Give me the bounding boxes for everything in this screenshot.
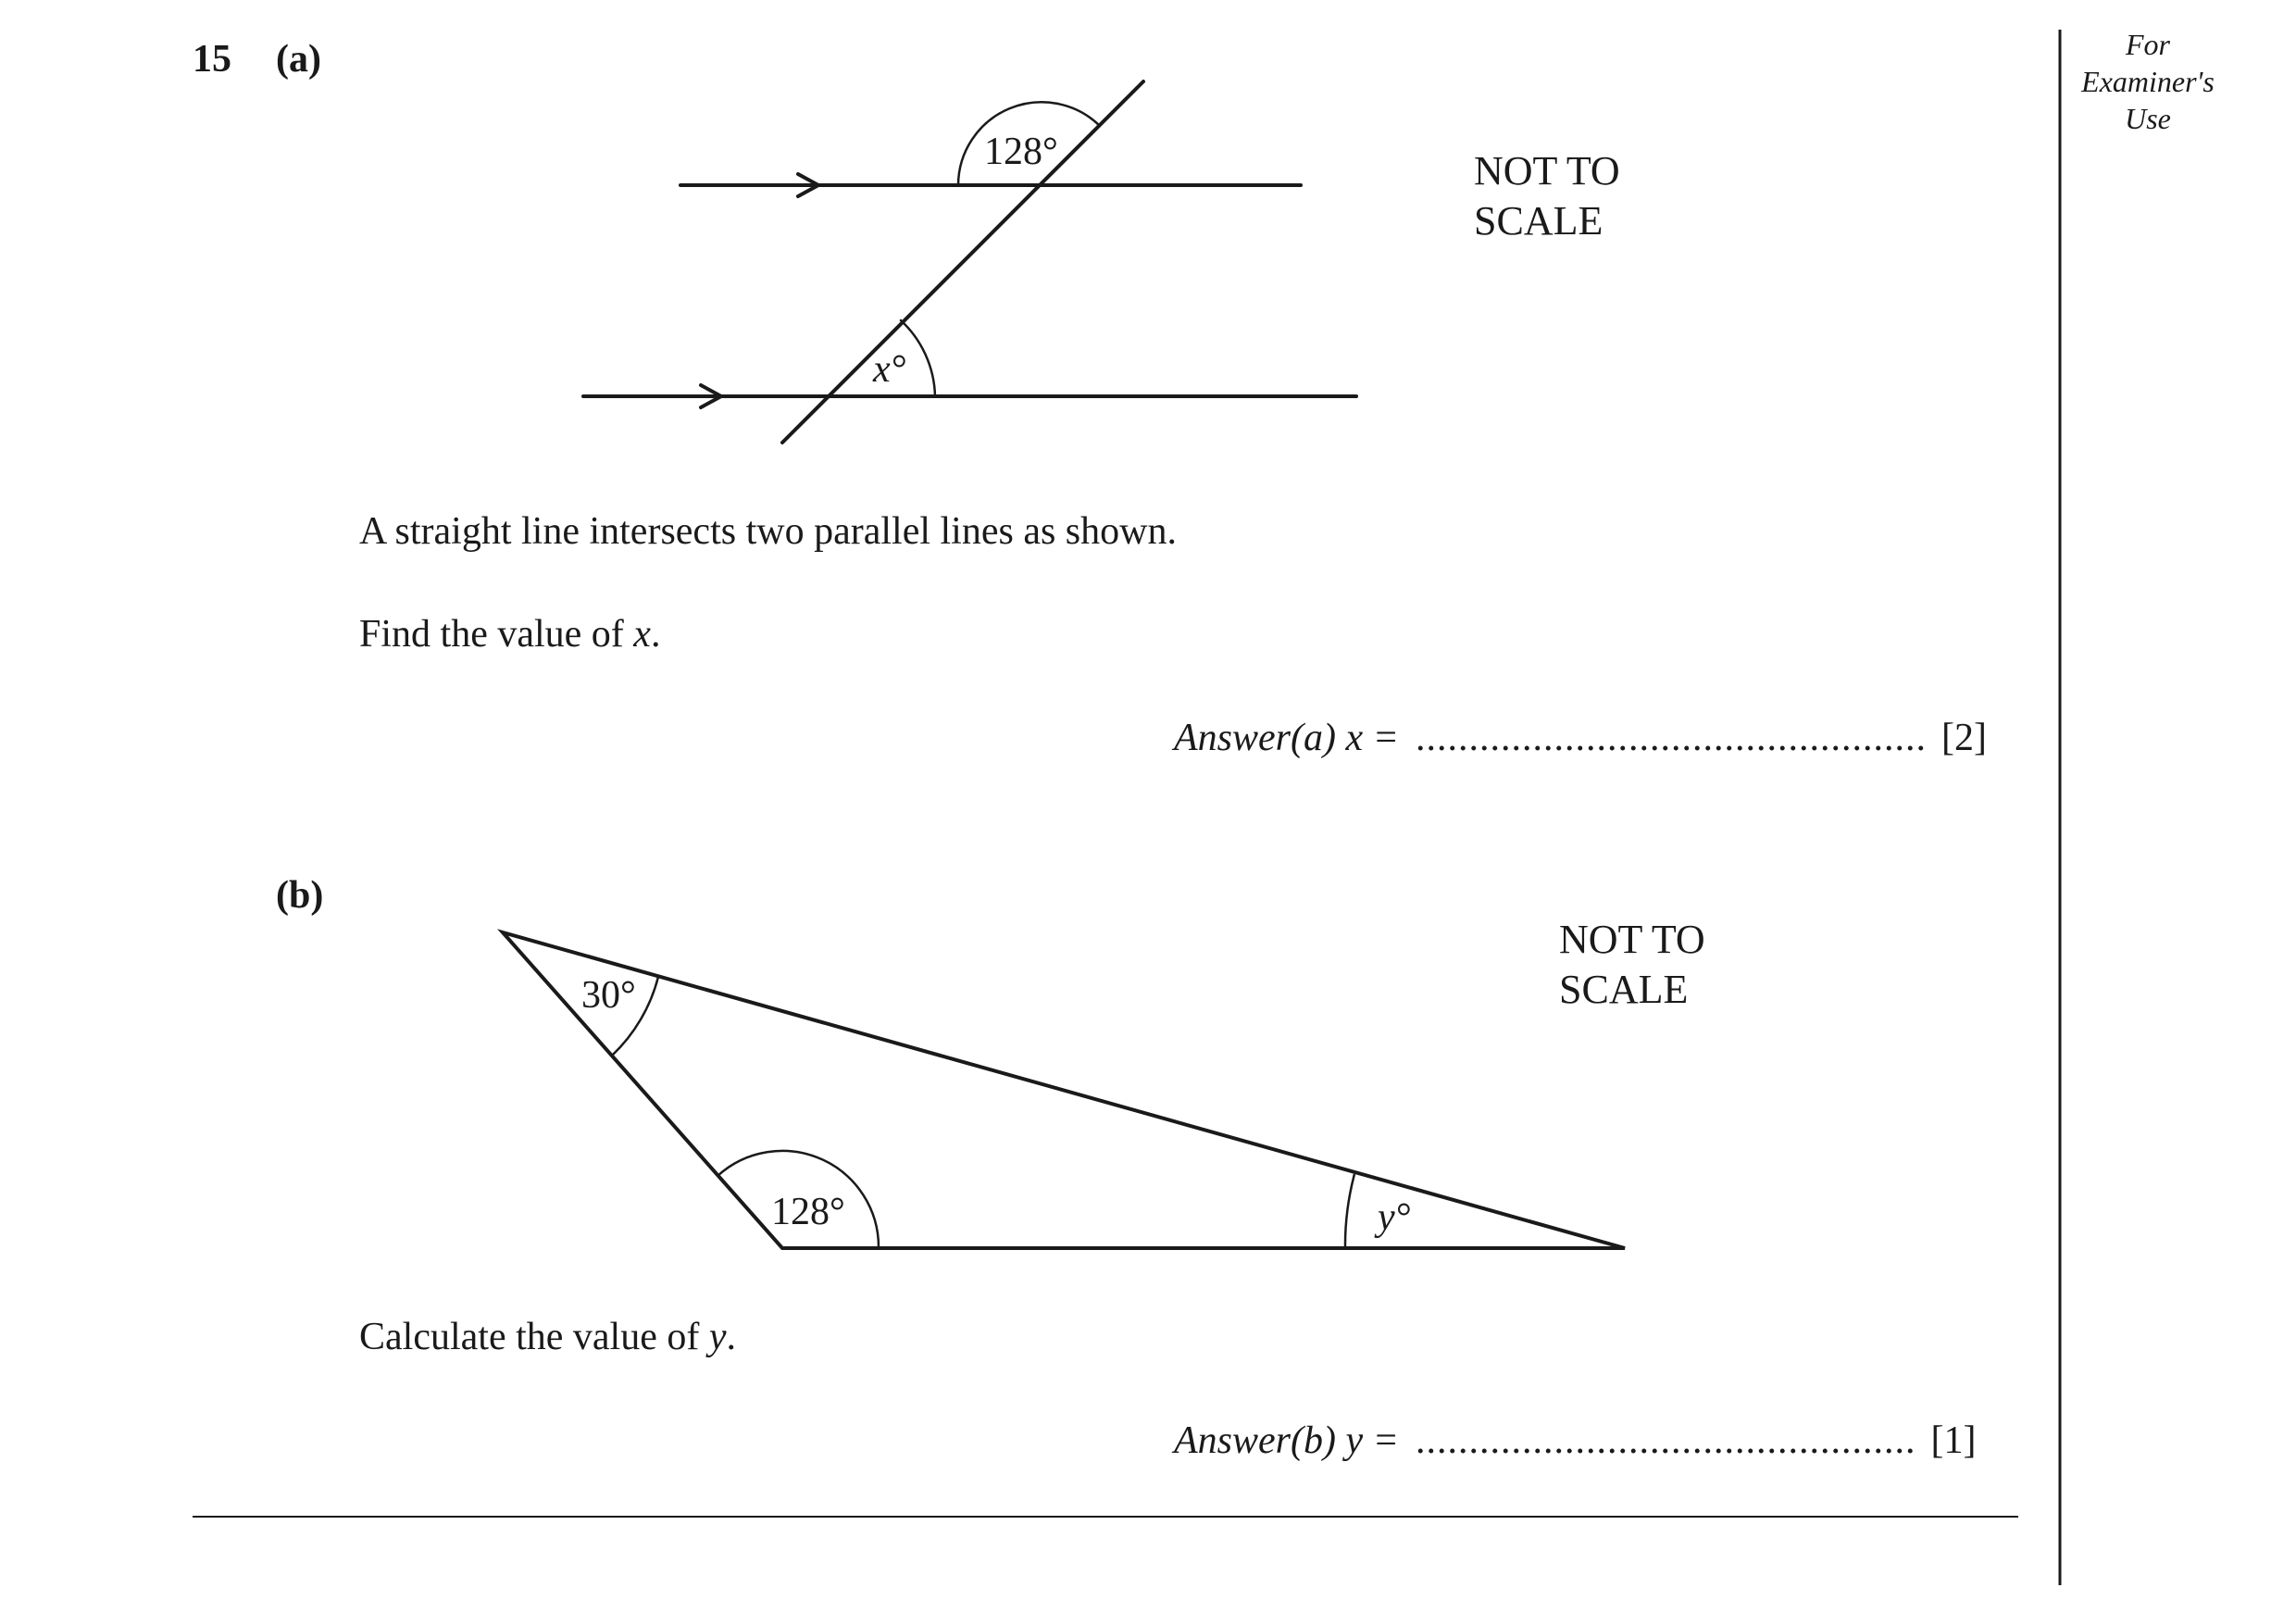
answer-a-marks: [2] bbox=[1940, 717, 1987, 759]
part-a-instruction-suffix: . bbox=[650, 613, 661, 656]
right-angle-arc bbox=[1345, 1174, 1354, 1248]
angle-x-label: x° bbox=[873, 348, 906, 391]
part-a-statement: A straight line intersects two parallel lines as shown. bbox=[359, 510, 1177, 553]
part-a-variable: x bbox=[633, 613, 651, 656]
question-number: 15 bbox=[193, 38, 231, 81]
triangle-outline bbox=[503, 932, 1625, 1248]
triangle-diagram bbox=[503, 932, 1625, 1248]
answer-b-label: Answer(b) y = bbox=[1174, 1419, 1399, 1462]
answer-b-row bbox=[1174, 1419, 1976, 1463]
angle-128-label-b: 128° bbox=[771, 1191, 845, 1233]
not-to-scale-b: NOT TO SCALE bbox=[1559, 917, 1705, 1012]
transversal-line bbox=[782, 81, 1143, 443]
angle-30-label: 30° bbox=[581, 974, 636, 1017]
part-b-label: (b) bbox=[276, 874, 324, 917]
examiner-line-3: Use bbox=[2125, 102, 2171, 135]
part-a-instruction bbox=[359, 612, 660, 656]
angle-y-label: y° bbox=[1378, 1196, 1411, 1239]
answer-b-field[interactable]: ............................................... bbox=[1415, 1419, 1916, 1462]
part-b-variable: y bbox=[708, 1316, 727, 1358]
part-b-instruction-prefix: Calculate the value of bbox=[359, 1316, 709, 1358]
part-a-instruction-prefix: Find the value of bbox=[359, 613, 634, 656]
angle-128-label-a: 128° bbox=[984, 131, 1058, 173]
not-to-scale-a: NOT TO SCALE bbox=[1474, 148, 1620, 244]
lower-angle-arc bbox=[901, 320, 935, 396]
examiner-line-1: For bbox=[2126, 28, 2170, 61]
part-b-instruction-suffix: . bbox=[726, 1316, 736, 1358]
answer-a-label: Answer(a) x = bbox=[1174, 717, 1399, 759]
answer-b-marks: [1] bbox=[1930, 1419, 1977, 1462]
answer-a-row bbox=[1174, 716, 1987, 760]
examiner-line-2: Examiner's bbox=[2081, 65, 2215, 98]
part-a-label: (a) bbox=[276, 38, 321, 81]
part-b-instruction bbox=[359, 1315, 736, 1359]
parallel-lines-diagram bbox=[583, 81, 1356, 443]
answer-a-field[interactable]: ................................................ bbox=[1415, 717, 1927, 759]
